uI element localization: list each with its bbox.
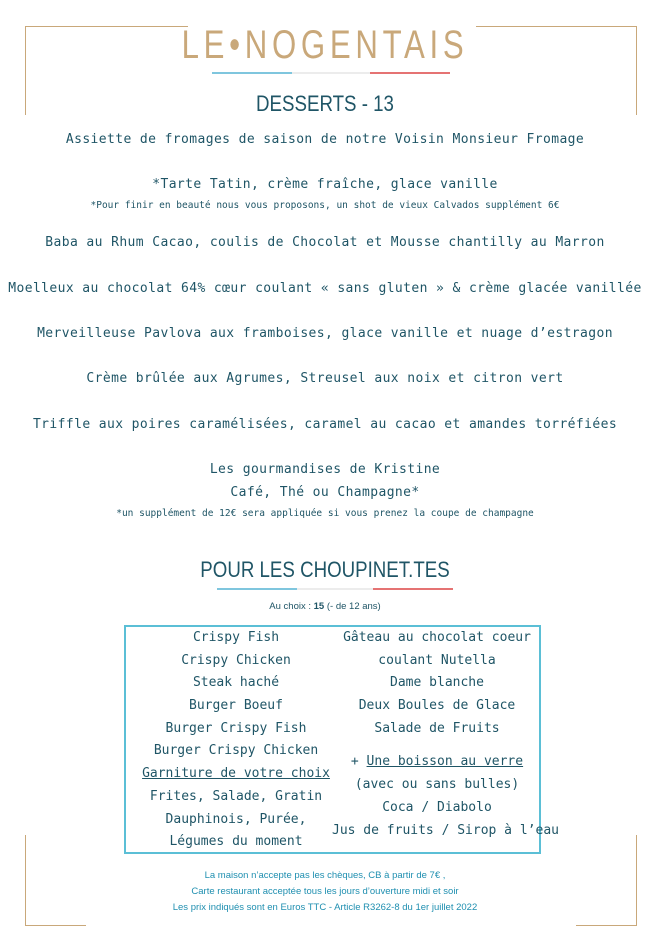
dessert-tarte-tatin-note: *Pour finir en beauté nous vous proposons, un shot de vieux Calvados supplément 6€ xyxy=(90,200,560,211)
kids-menu-box xyxy=(124,625,559,854)
kids-item: Burger Crispy Chicken xyxy=(153,743,319,759)
kids-item: Dame blanche xyxy=(390,675,484,691)
kids-garniture-heading: Garniture de votre choix xyxy=(142,766,330,782)
dessert-pavlova: Merveilleuse Pavlova aux framboises, glace vanille et nuage d’estragon xyxy=(37,326,613,341)
kids-item: coulant Nutella xyxy=(378,652,496,668)
restaurant-logo: LE•NOGENTAIS xyxy=(181,23,469,67)
dessert-champagne-note: *un supplément de 12€ sera appliquée si vous prenez la coupe de champagne xyxy=(116,508,534,519)
dessert-cafe: Café, Thé ou Champagne* xyxy=(230,485,420,500)
footer-legal-note: Les prix indiqués sont en Euros TTC - Article R3262-8 du 1er juillet 2022 xyxy=(172,902,478,913)
kids-drink-heading: Une boisson au verre xyxy=(366,754,524,770)
kids-choice-line xyxy=(0,601,650,612)
kids-item: Salade de Fruits xyxy=(374,720,500,736)
kids-item: Crispy Fish xyxy=(192,630,280,645)
logo-underline-blue xyxy=(212,72,292,74)
kids-item: Légumes du moment xyxy=(169,834,303,850)
kids-item: (avec ou sans bulles) xyxy=(354,777,520,793)
kids-item: Steak haché xyxy=(192,675,280,691)
dessert-triffle: Triffle aux poires caramélisées, caramel au cacao et amandes torréfiées xyxy=(32,417,618,432)
kids-item: Deux Boules de Glace xyxy=(358,698,516,714)
dessert-creme-brulee: Crème brûlée aux Agrumes, Streusel aux noix et citron vert xyxy=(86,371,564,386)
kids-item: Dauphinois, Purée, xyxy=(165,811,307,827)
dessert-tarte-tatin: *Tarte Tatin, crème fraîche, glace vanille xyxy=(152,177,498,192)
kids-item: Burger Crispy Fish xyxy=(165,720,307,736)
kids-item: Coca / Diabolo xyxy=(382,799,492,815)
dessert-gourmandises: Les gourmandises de Kristine xyxy=(209,462,441,477)
kids-choice-suffix: (- de 12 ans) xyxy=(324,601,381,612)
logo-underline-white xyxy=(292,72,372,74)
kids-item: Gâteau au chocolat coeur xyxy=(343,630,531,645)
footer-card-note: Carte restaurant acceptée tous les jours d’ouverture midi et soir xyxy=(191,886,459,897)
kids-drink-plus: + xyxy=(350,754,359,770)
kids-drink-line xyxy=(332,751,542,774)
kids-menu-title: POUR LES CHOUPINET.TES xyxy=(200,557,450,582)
kids-underline-blue xyxy=(217,588,297,590)
logo-underline-red xyxy=(370,72,450,74)
dessert-baba: Baba au Rhum Cacao, coulis de Chocolat et Mousse chantilly au Marron xyxy=(45,235,605,250)
dessert-moelleux: Moelleux au chocolat 64% cœur coulant « sans gluten » & crème glacée vanillée xyxy=(8,281,642,296)
kids-underline-white xyxy=(297,588,373,590)
kids-item: Jus de fruits / Sirop à l’eau xyxy=(332,822,559,838)
footer-payment-note: La maison n’accepte pas les chèques, CB à partir de 7€ , xyxy=(204,870,446,881)
kids-item: Burger Boeuf xyxy=(189,698,283,714)
kids-choice-price: 15 xyxy=(313,601,325,612)
dessert-fromages: Assiette de fromages de saison de notre Voisin Monsieur Fromage xyxy=(65,132,585,147)
desserts-title: DESSERTS - 13 xyxy=(256,91,394,116)
kids-menu-left-column xyxy=(126,627,346,854)
kids-choice-prefix: Au choix : xyxy=(269,601,314,612)
kids-menu-right-column xyxy=(332,627,559,842)
kids-item: Crispy Chicken xyxy=(181,652,291,668)
kids-underline-red xyxy=(373,588,453,590)
kids-item: Frites, Salade, Gratin xyxy=(149,788,323,804)
